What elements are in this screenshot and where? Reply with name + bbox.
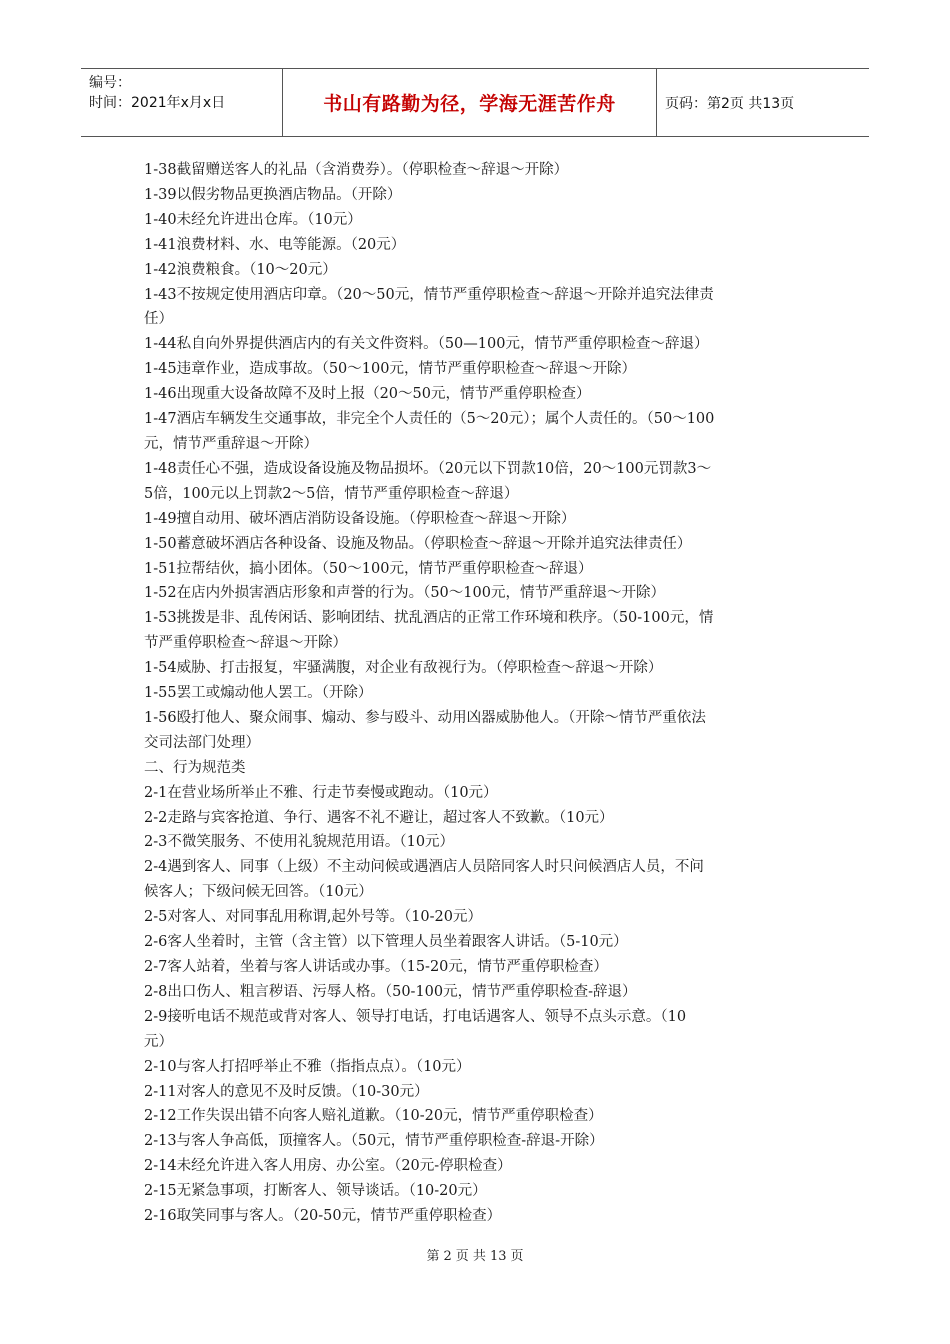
- page-footer: [0, 1245, 950, 1264]
- text-line: 2-8出口伤人、粗言秽语、污辱人格。（50-100元，情节严重停职检查-辞退）: [144, 983, 637, 1000]
- text-line: 2-16取笑同事与客人。（20-50元，情节严重停职检查）: [144, 1208, 502, 1225]
- text-line: 2-14未经允许进入客人用房、办公室。（20元-停职检查）: [144, 1158, 512, 1175]
- text-line: 1-43不按规定使用酒店印章。（20～50元，情节严重停职检查～辞退～开除并追究法律责: [144, 286, 714, 303]
- text-line: 1-40未经允许进出仓库。（10元）: [144, 211, 362, 228]
- text-line: 交司法部门处理）: [144, 734, 260, 751]
- text-line: 2-10与客人打招呼举止不雅（指指点点）。（10元）: [144, 1058, 471, 1075]
- text-line: 2-4遇到客人、同事（上级）不主动问候或遇酒店人员陪同客人时只问候酒店人员，不问: [144, 859, 704, 876]
- text-line: 2-6客人坐着时，主管（含主管）以下管理人员坐着跟客人讲话。（5-10元）: [144, 934, 628, 951]
- text-line: 5倍，100元以上罚款2～5倍，情节严重停职检查～辞退）: [144, 485, 519, 502]
- header-motto-cell: [283, 69, 657, 136]
- header-meta-cell: [81, 69, 283, 136]
- text-line: 1-44私自向外界提供酒店内的有关文件资料。（50—100元，情节严重停职检查～辞退）: [144, 336, 709, 353]
- text-line: 1-46出现重大设备故障不及时上报（20～50元，情节严重停职检查）: [144, 386, 591, 403]
- header-page-cell: [657, 69, 869, 136]
- footer-middle: 页 共: [455, 1249, 486, 1264]
- text-line: 2-12工作失误出错不向客人赔礼道歉。（10-20元，情节严重停职检查）: [144, 1108, 603, 1125]
- document-date: 时间：2021年x月x日: [89, 95, 226, 111]
- text-line: 2-5对客人、对同事乱用称谓,起外号等。（10-20元）: [144, 909, 483, 926]
- text-line: 1-42浪费粮食。（10～20元）: [144, 261, 337, 278]
- text-line: 2-15无紧急事项，打断客人、领导谈话。（10-20元）: [144, 1183, 487, 1200]
- text-line: 2-2走路与宾客抢道、争行、遇客不礼不避让，超过客人不致歉。（10元）: [144, 809, 614, 826]
- text-line: 1-45违章作业，造成事故。（50～100元，情节严重停职检查～辞退～开除）: [144, 361, 636, 378]
- text-line: 1-56殴打他人、聚众闹事、煽动、参与殴斗、动用凶器威胁他人。（开除～情节严重依法: [144, 709, 706, 726]
- footer-suffix: 页: [510, 1249, 524, 1264]
- document-header: [81, 68, 869, 137]
- text-line: 2-13与客人争高低，顶撞客人。（50元，情节严重停职检查-辞退-开除）: [144, 1133, 604, 1150]
- header-motto: 书山有路勤为径，学海无涯苦作舟: [323, 93, 616, 115]
- document-body: [144, 158, 824, 1229]
- text-line: 1-41浪费材料、水、电等能源。（20元）: [144, 236, 406, 253]
- text-line: 2-9接听电话不规范或背对客人、领导打电话，打电话遇客人、领导不点头示意。（10: [144, 1008, 687, 1025]
- text-line: 1-53挑拨是非、乱传闲话、影响团结、扰乱酒店的正常工作环境和秩序。（50-100元，情: [144, 610, 714, 627]
- text-line: 1-52在店内外损害酒店形象和声誉的行为。（50～100元，情节严重辞退～开除）: [144, 585, 665, 602]
- footer-total-pages: 13: [489, 1249, 507, 1264]
- header-page-number: 页码：第2页 共13页: [665, 95, 795, 112]
- text-line: 元）: [144, 1033, 173, 1050]
- text-line: 2-1在营业场所举止不雅、行走节奏慢或跑动。（10元）: [144, 784, 498, 801]
- text-line: 2-11对客人的意见不及时反馈。（10-30元）: [144, 1083, 429, 1100]
- text-line: 候客人；下级问候无回答。（10元）: [144, 884, 373, 901]
- text-line: 1-39以假劣物品更换酒店物品。（开除）: [144, 186, 402, 203]
- text-line: 元，情节严重辞退～开除）: [144, 435, 318, 452]
- text-line: 节严重停职检查～辞退～开除）: [144, 635, 347, 652]
- text-line: 2-7客人站着，坐着与客人讲话或办事。（15-20元，情节严重停职检查）: [144, 959, 608, 975]
- text-line: 任）: [144, 311, 173, 328]
- text-line: 1-50蓄意破坏酒店各种设备、设施及物品。（停职检查～辞退～开除并追究法律责任）: [144, 535, 692, 552]
- text-line: 2-3不微笑服务、不使用礼貌规范用语。（10元）: [144, 834, 455, 851]
- document-number-label: 编号：: [89, 75, 131, 91]
- text-line: 二、行为规范类: [144, 759, 246, 776]
- text-line: 1-47酒店车辆发生交通事故，非完全个人责任的（5～20元）；属个人责任的。（50～100: [144, 411, 715, 428]
- text-line: 1-49擅自动用、破坏酒店消防设备设施。（停职检查～辞退～开除）: [144, 510, 576, 527]
- text-line: 1-48责任心不强，造成设备设施及物品损坏。（20元以下罚款10倍，20～100元罚款3～: [144, 460, 712, 477]
- footer-prefix: 第: [426, 1249, 440, 1264]
- text-line: 1-54威胁、打击报复，牢骚满腹，对企业有敌视行为。（停职检查～辞退～开除）: [144, 660, 663, 677]
- text-line: 1-38截留赠送客人的礼品（含消费券）。（停职检查～辞退～开除）: [144, 162, 569, 178]
- footer-current-page: 2: [443, 1249, 452, 1264]
- text-line: 1-55罢工或煽动他人罢工。（开除）: [144, 685, 373, 702]
- text-line: 1-51拉帮结伙，搞小团体。（50～100元，情节严重停职检查～辞退）: [144, 560, 593, 577]
